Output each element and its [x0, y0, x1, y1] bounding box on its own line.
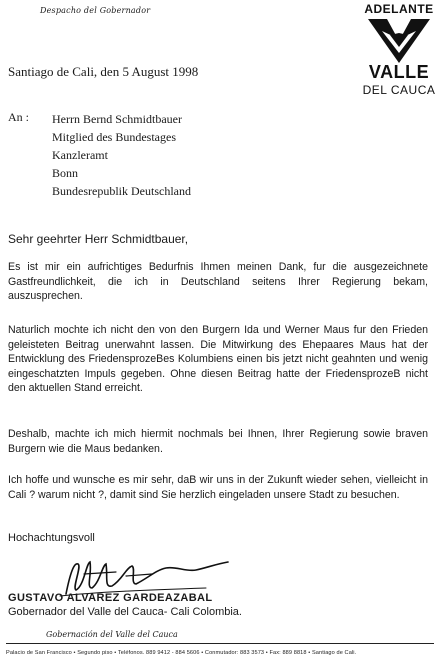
- salutation: Sehr geehrter Herr Schmidtbauer,: [8, 232, 189, 246]
- body-paragraph: Ich hoffe und wunsche es mir sehr, daB wir uns in der Zukunft wieder sehen, vielleicht in Cali ? warum nicht ?, damit sind Sie herzlich eingeladen unsere Stadt zu besuchen.: [8, 474, 428, 501]
- closing-phrase: Hochachtungsvoll: [8, 532, 95, 544]
- valle-chevron-icon: [368, 19, 430, 63]
- recipient-address: [52, 110, 352, 200]
- logo-valle-text: VALLE: [368, 62, 430, 82]
- recipient-line: Herrn Bernd Schmidtbauer: [52, 112, 182, 126]
- body-paragraph: Es ist mir ein aufrichtiges Bedurfnis Ihmen meinen Dank, fur die ausgezeichnete Gastfreundlichkeit, die ich in Deutschland seitens Ihrer Regierung bekam, auszusprechen.: [8, 261, 428, 303]
- city-date-line: Santiago de Cali, den 5 August 1998: [8, 64, 199, 79]
- footer-divider: [6, 643, 434, 644]
- letterhead-office: Despacho del Gobernador: [40, 6, 151, 15]
- signer-name: GUSTAVO ALVAREZ GARDEAZABAL: [8, 592, 213, 604]
- adelante-valle-logo: [362, 2, 436, 102]
- footer-office: Gobernación del Valle del Cauca: [46, 630, 178, 639]
- recipient-line: Mitglied des Bundestages: [52, 130, 176, 144]
- recipient-line: Bundesrepublik Deutschland: [52, 184, 191, 198]
- recipient-line: Kanzleramt: [52, 148, 108, 162]
- body-paragraph: Deshalb, machte ich mich hiermit nochmals bei Ihnen, Ihrer Regierung sowie braven Burgern wie die Maus bedanken.: [8, 428, 428, 455]
- recipient-line: Bonn: [52, 166, 79, 180]
- body-paragraph: Naturlich mochte ich nicht den von den Burgern Ida und Werner Maus fur den Frieden geleisteten Beitrag unerwahnt lassen. Die Mitwirkung des Ehepaares Maus hat der Entwicklung des FriedensprozeBes Kolumbiens einen bis jetzt nicht geahnten und wenig eingeschatzten Impuls gegeben. Ohne diesen Beitrag hatte der FriedensprozeB nicht den aktuellen Stand erreicht.: [8, 324, 428, 395]
- footer-address: Palacio de San Francisco • Segundo piso • Teléfonos. 889 9412 - 884 5606 • Conmutador: 883 3573 • Fax: 889 8818 • Santiago de Cali.: [6, 650, 357, 656]
- signer-title: Gobernador del Valle del Cauca- Cali Colombia.: [8, 606, 242, 618]
- logo-del-cauca-text: DEL CAUCA: [362, 83, 436, 97]
- logo-adelante-text: ADELANTE: [364, 2, 434, 16]
- recipient-label: An :: [8, 110, 29, 124]
